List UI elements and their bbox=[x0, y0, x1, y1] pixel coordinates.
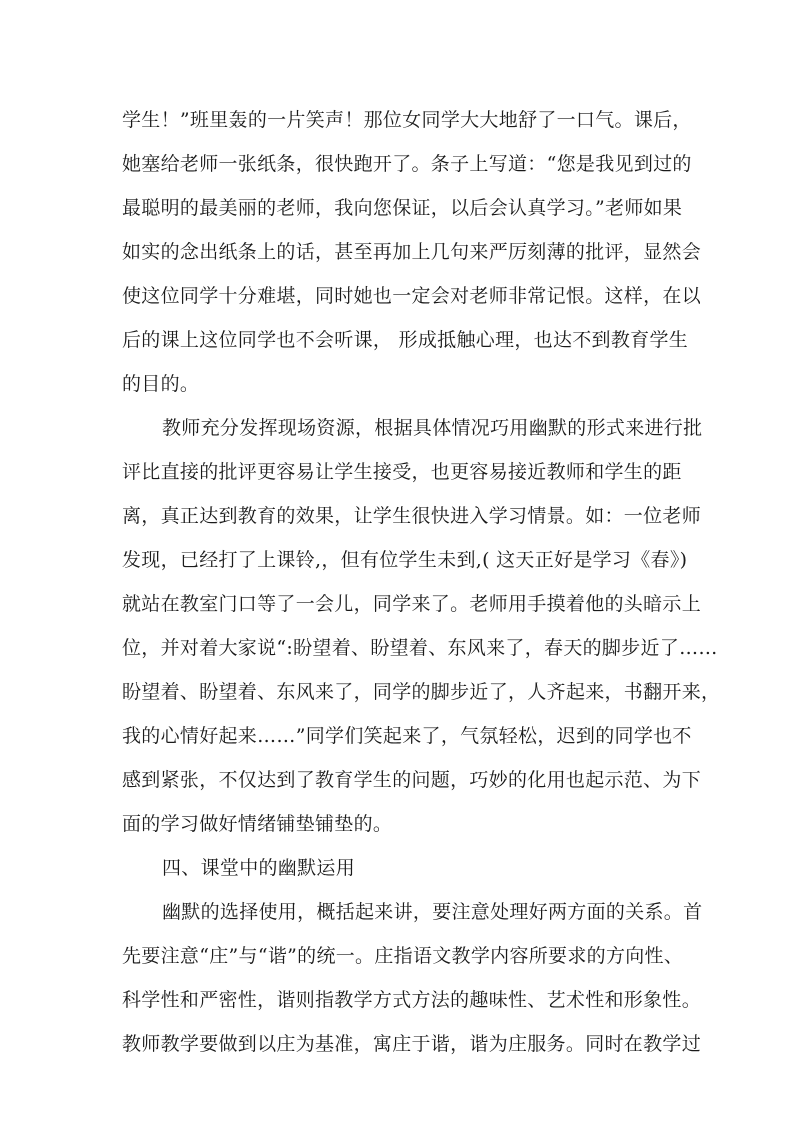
text-line: 的目的。 bbox=[122, 373, 200, 395]
text-line: 教师教学要做到以庄为基准，寓庄于谐，谐为庄服务。同时在教学过 bbox=[122, 1033, 702, 1055]
text-line: 使这位同学十分难堪，同时她也一定会对老师非常记恨。这样，在以 bbox=[122, 285, 702, 307]
paragraph-start-line: 幽默的选择使用，概括起来讲，要注意处理好两方面的关系。首 bbox=[162, 901, 703, 923]
text-line: 先要注意“庄”与“谐”的统一。庄指语文教学内容所要求的方向性、 bbox=[122, 945, 684, 967]
text-line: 后的课上这位同学也不会听课， 形成抵触心理，也达不到教育学生 bbox=[122, 329, 689, 351]
text-line: 就站在教室门口等了一会儿，同学来了。老师用手摸着他的头暗示上 bbox=[122, 593, 702, 615]
text-line: 盼望着、盼望着、东风来了，同学的脚步近了，人齐起来，书翻开来， bbox=[122, 681, 721, 703]
text-line: 学生！”班里轰的一片笑声！那位女同学大大地舒了一口气。课后， bbox=[122, 109, 692, 131]
section-heading: 四、课堂中的幽默运用 bbox=[162, 857, 356, 879]
text-line: 位，并对着大家说“:盼望着、盼望着、东风来了，春天的脚步近了…… bbox=[122, 637, 718, 659]
text-line: 最聪明的最美丽的老师，我向您保证，以后会认真学习。”老师如果 bbox=[122, 197, 683, 219]
text-line: 发现，已经打了上课铃,，但有位学生未到,( 这天正好是学习《春》) bbox=[122, 549, 688, 571]
text-line: 感到紧张，不仅达到了教育学生的问题，巧妙的化用也起示范、为下 bbox=[122, 769, 702, 791]
text-line: 我的心情好起来……”同学们笑起来了，气氛轻松，迟到的同学也不 bbox=[122, 725, 692, 747]
text-line: 她塞给老师一张纸条，很快跑开了。条子上写道：“您是我见到过的 bbox=[122, 153, 692, 175]
text-line: 评比直接的批评更容易让学生接受，也更容易接近教师和学生的距 bbox=[122, 461, 682, 483]
text-line: 科学性和严密性，谐则指教学方式方法的趣味性、艺术性和形象性。 bbox=[122, 989, 702, 1011]
text-line: 离，真正达到教育的效果，让学生很快进入学习情景。如：一位老师 bbox=[122, 505, 702, 527]
text-line: 如实的念出纸条上的话，甚至再加上几句来严厉刻薄的批评，显然会 bbox=[122, 241, 702, 263]
paragraph-start-line: 教师充分发挥现场资源，根据具体情况巧用幽默的形式来进行批 bbox=[162, 417, 703, 439]
text-line: 面的学习做好情绪铺垫铺垫的。 bbox=[122, 813, 393, 835]
